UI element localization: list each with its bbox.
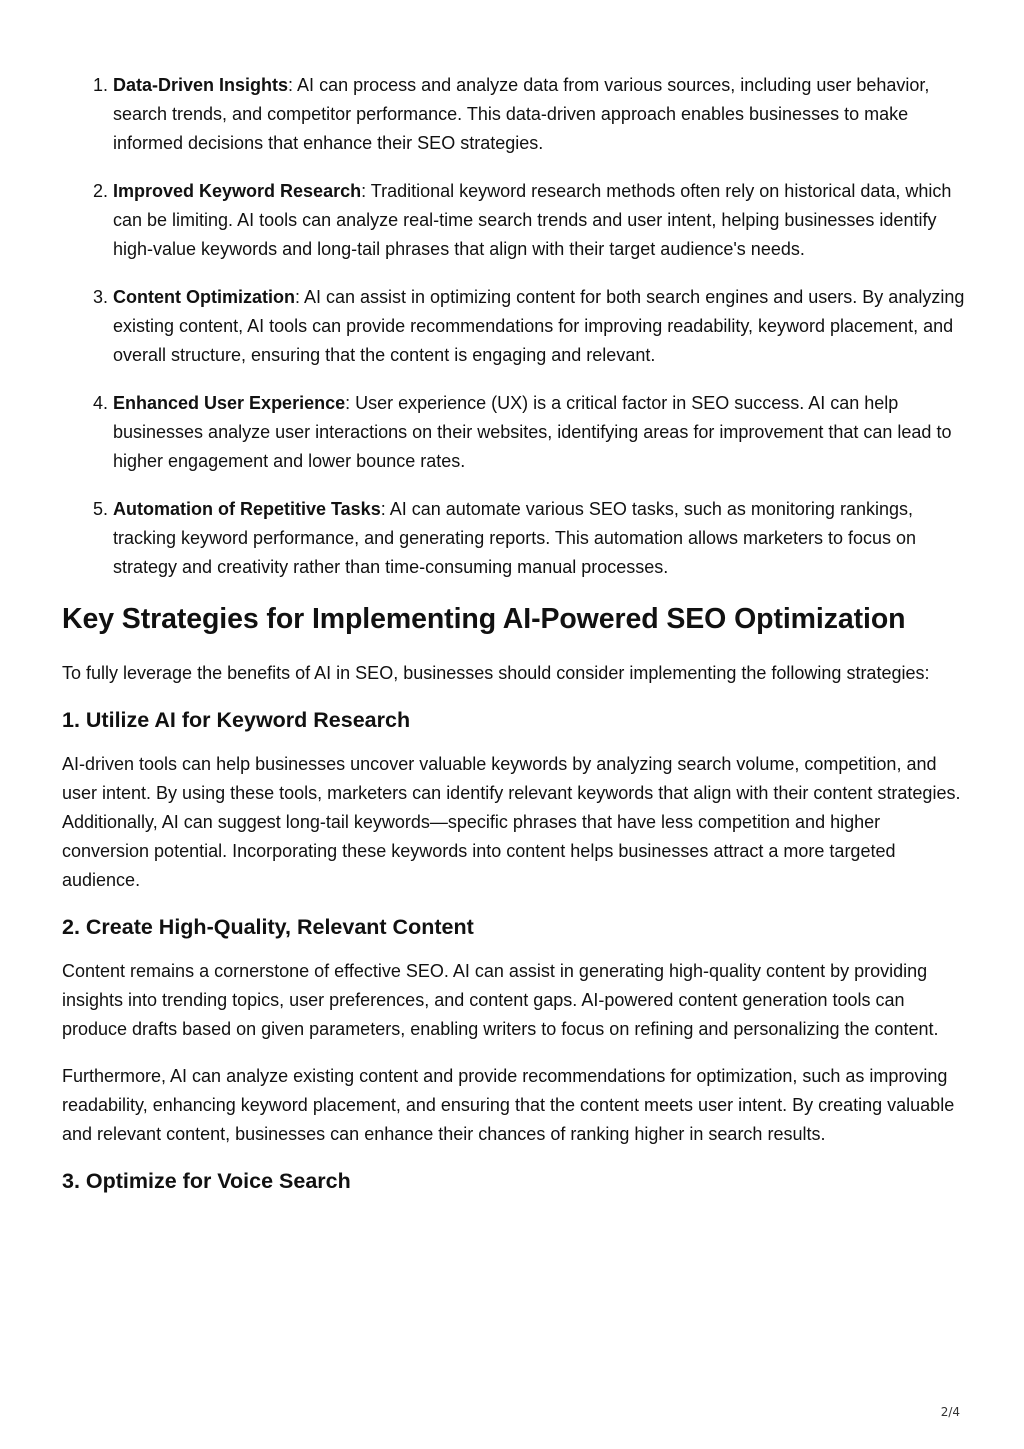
document-page [62,71,967,1211]
benefit-text: : AI can automate various SEO tasks, such as monitoring rankings, tracking keyword performance, and generating reports. This automation allows marketers to focus on strategy and creativity rather than time-consuming manual processes. [113,499,917,577]
benefit-term: Content Optimization [113,287,295,307]
strategy-paragraph: Content remains a cornerstone of effective SEO. AI can assist in generating high-quality content by providing insights into trending topics, user preferences, and content gaps. AI-powered content generation tools can produce drafts based on given parameters, enabling writers to focus on refining and personalizing the content. [62,961,939,1039]
strategy-paragraph: AI-driven tools can help businesses uncover valuable keywords by analyzing search volume, competition, and user intent. By using these tools, marketers can identify relevant keywords that align with their content strategies. Additionally, AI can suggest long-tail keywords—specific phrases that have less competition and higher conversion potential. Incorporating these keywords into content helps businesses attract a more targeted audience. [62,754,961,890]
benefits-list [62,71,967,582]
benefit-text: : Traditional keyword research methods often rely on historical data, which can be limiting. AI tools can analyze real-time search trends and user intent, helping businesses identify high-value keywords and long-tail phrases that align with their target audience's needs. [113,181,952,259]
benefit-term: Improved Keyword Research [113,181,362,201]
benefit-term: Enhanced User Experience [113,393,346,413]
benefit-text: : User experience (UX) is a critical factor in SEO success. AI can help businesses analyze user interactions on their websites, identifying areas for improvement that can lead to higher engagement and lower bounce rates. [113,393,952,471]
strategy-heading-content: 2. Create High-Quality, Relevant Content [62,915,474,939]
list-item [113,177,967,264]
strategy-heading-keyword-research: 1. Utilize AI for Keyword Research [62,708,411,732]
page-number: 2/4 [940,1405,960,1419]
benefit-text: : AI can assist in optimizing content for both search engines and users. By analyzing existing content, AI tools can provide recommendations for improving readability, keyword placement, and overall structure, ensuring that the content is engaging and relevant. [113,287,965,365]
section-intro: To fully leverage the benefits of AI in SEO, businesses should consider implementing the following strategies: [62,663,930,683]
benefit-term: Data-Driven Insights [113,75,289,95]
strategy-paragraph: Furthermore, AI can analyze existing content and provide recommendations for optimization, such as improving readability, enhancing keyword placement, and ensuring that the content meets user intent. By creating valuable and relevant content, businesses can enhance their chances of ranking higher in search results. [62,1066,955,1144]
benefit-term: Automation of Repetitive Tasks [113,499,381,519]
benefit-text: : AI can process and analyze data from various sources, including user behavior, search trends, and competitor performance. This data-driven approach enables businesses to make informed decisions that enhance their SEO strategies. [113,75,930,153]
section-heading: Key Strategies for Implementing AI-Powered SEO Optimization [62,603,906,635]
list-item [113,389,967,476]
list-item [113,283,967,370]
strategy-heading-voice-search: 3. Optimize for Voice Search [62,1169,351,1193]
list-item [113,71,967,158]
list-item [113,495,967,582]
